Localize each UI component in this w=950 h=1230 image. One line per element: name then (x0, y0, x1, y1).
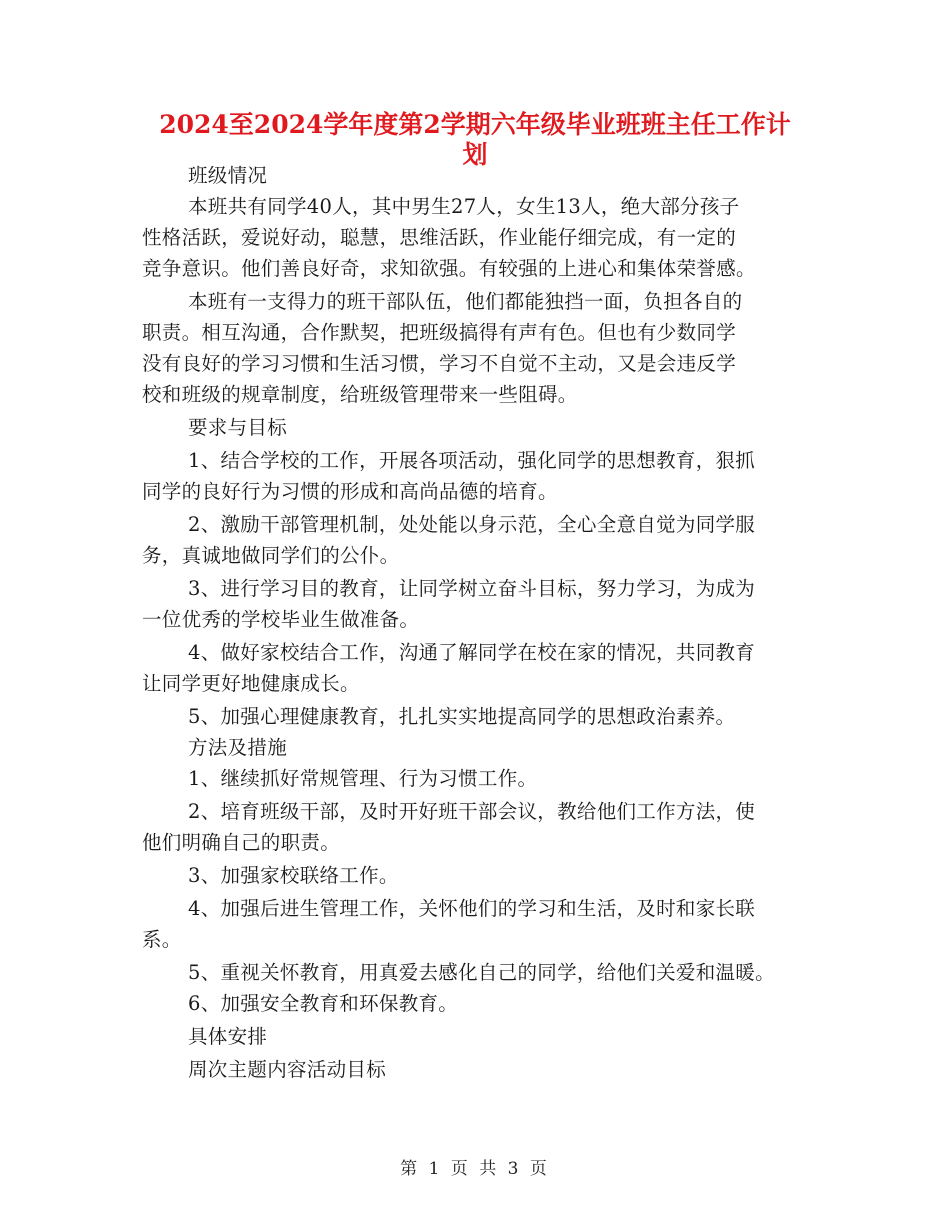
document-body (142, 160, 812, 1085)
goal-item-1 (142, 445, 812, 507)
method-item-5 (142, 957, 812, 988)
section-heading-class-situation: 班级情况 (188, 164, 268, 187)
title-line-1: 2024至2024学年度第2学期六年级毕业班班主任工作计 (159, 110, 791, 139)
paragraph-line: 3、加强家校联络工作。 (188, 864, 399, 887)
page-footer: 第 1 页 共 3 页 (400, 1159, 550, 1179)
method-item-6 (142, 988, 812, 1019)
paragraph-line: 5、加强心理健康教育，扎扎实实地提高同学的思想政治素养。 (188, 705, 736, 728)
paragraph-line: 5、重视关怀教育，用真爱去感化自己的同学，给他们关爱和温暖。 (188, 961, 775, 984)
paragraph-line: 竞争意识。他们善良好奇，求知欲强。有较强的上进心和集体荣誉感。 (142, 257, 756, 280)
paragraph-class-cadres (142, 286, 812, 410)
paragraph-line: 1、继续抓好常规管理、行为习惯工作。 (188, 767, 538, 790)
paragraph-line: 性格活跃，爱说好动，聪慧，思维活跃，作业能仔细完成，有一定的 (142, 226, 737, 249)
goal-item-5 (142, 701, 812, 732)
paragraph-line: 务，真诚地做同学们的公仆。 (142, 544, 400, 567)
paragraph-line: 一位优秀的学校毕业生做准备。 (142, 608, 420, 631)
paragraph-line: 2、激励干部管理机制，处处能以身示范，全心全意自觉为同学服 (188, 513, 756, 536)
section-heading-goals: 要求与目标 (188, 416, 288, 439)
paragraph-line: 他们明确自己的职责。 (142, 831, 341, 854)
section-heading-methods: 方法及措施 (188, 736, 288, 759)
paragraph-line: 没有良好的学习习惯和生活习惯，学习不自觉不主动，又是会违反学 (142, 352, 737, 375)
method-item-1 (142, 763, 812, 794)
paragraph-line: 本班共有同学40人，其中男生27人，女生13人，绝大部分孩子 (188, 195, 740, 218)
goal-item-2 (142, 509, 812, 571)
paragraph-line: 职责。相互沟通，合作默契，把班级搞得有声有色。但也有少数同学 (142, 321, 737, 344)
title-line-2: 划 (462, 140, 488, 169)
paragraph-line: 4、加强后进生管理工作，关怀他们的学习和生活，及时和家长联 (188, 897, 756, 920)
paragraph-line: 校和班级的规章制度，给班级管理带来一些阻碍。 (142, 383, 578, 406)
paragraph-line: 6、加强安全教育和环保教育。 (188, 992, 459, 1015)
schedule-table-header: 周次主题内容活动目标 (188, 1058, 387, 1081)
method-item-3 (142, 860, 812, 891)
paragraph-class-overview (142, 191, 812, 284)
paragraph-line: 让同学更好地健康成长。 (142, 672, 360, 695)
paragraph-line: 4、做好家校结合工作，沟通了解同学在校在家的情况，共同教育 (188, 641, 756, 664)
goal-item-3 (142, 573, 812, 635)
goal-item-4 (142, 637, 812, 699)
paragraph-line: 本班有一支得力的班干部队伍，他们都能独挡一面，负担各自的 (188, 290, 743, 313)
paragraph-line: 同学的良好行为习惯的形成和高尚品德的培育。 (142, 480, 558, 503)
section-heading-schedule: 具体安排 (188, 1025, 268, 1048)
paragraph-line: 系。 (142, 928, 182, 951)
paragraph-line: 3、进行学习目的教育，让同学树立奋斗目标，努力学习，为成为 (188, 577, 756, 600)
paragraph-line: 2、培育班级干部，及时开好班干部会议，教给他们工作方法，使 (188, 800, 756, 823)
method-item-2 (142, 796, 812, 858)
paragraph-line: 1、结合学校的工作，开展各项活动，强化同学的思想教育，狠抓 (188, 449, 756, 472)
method-item-4 (142, 893, 812, 955)
